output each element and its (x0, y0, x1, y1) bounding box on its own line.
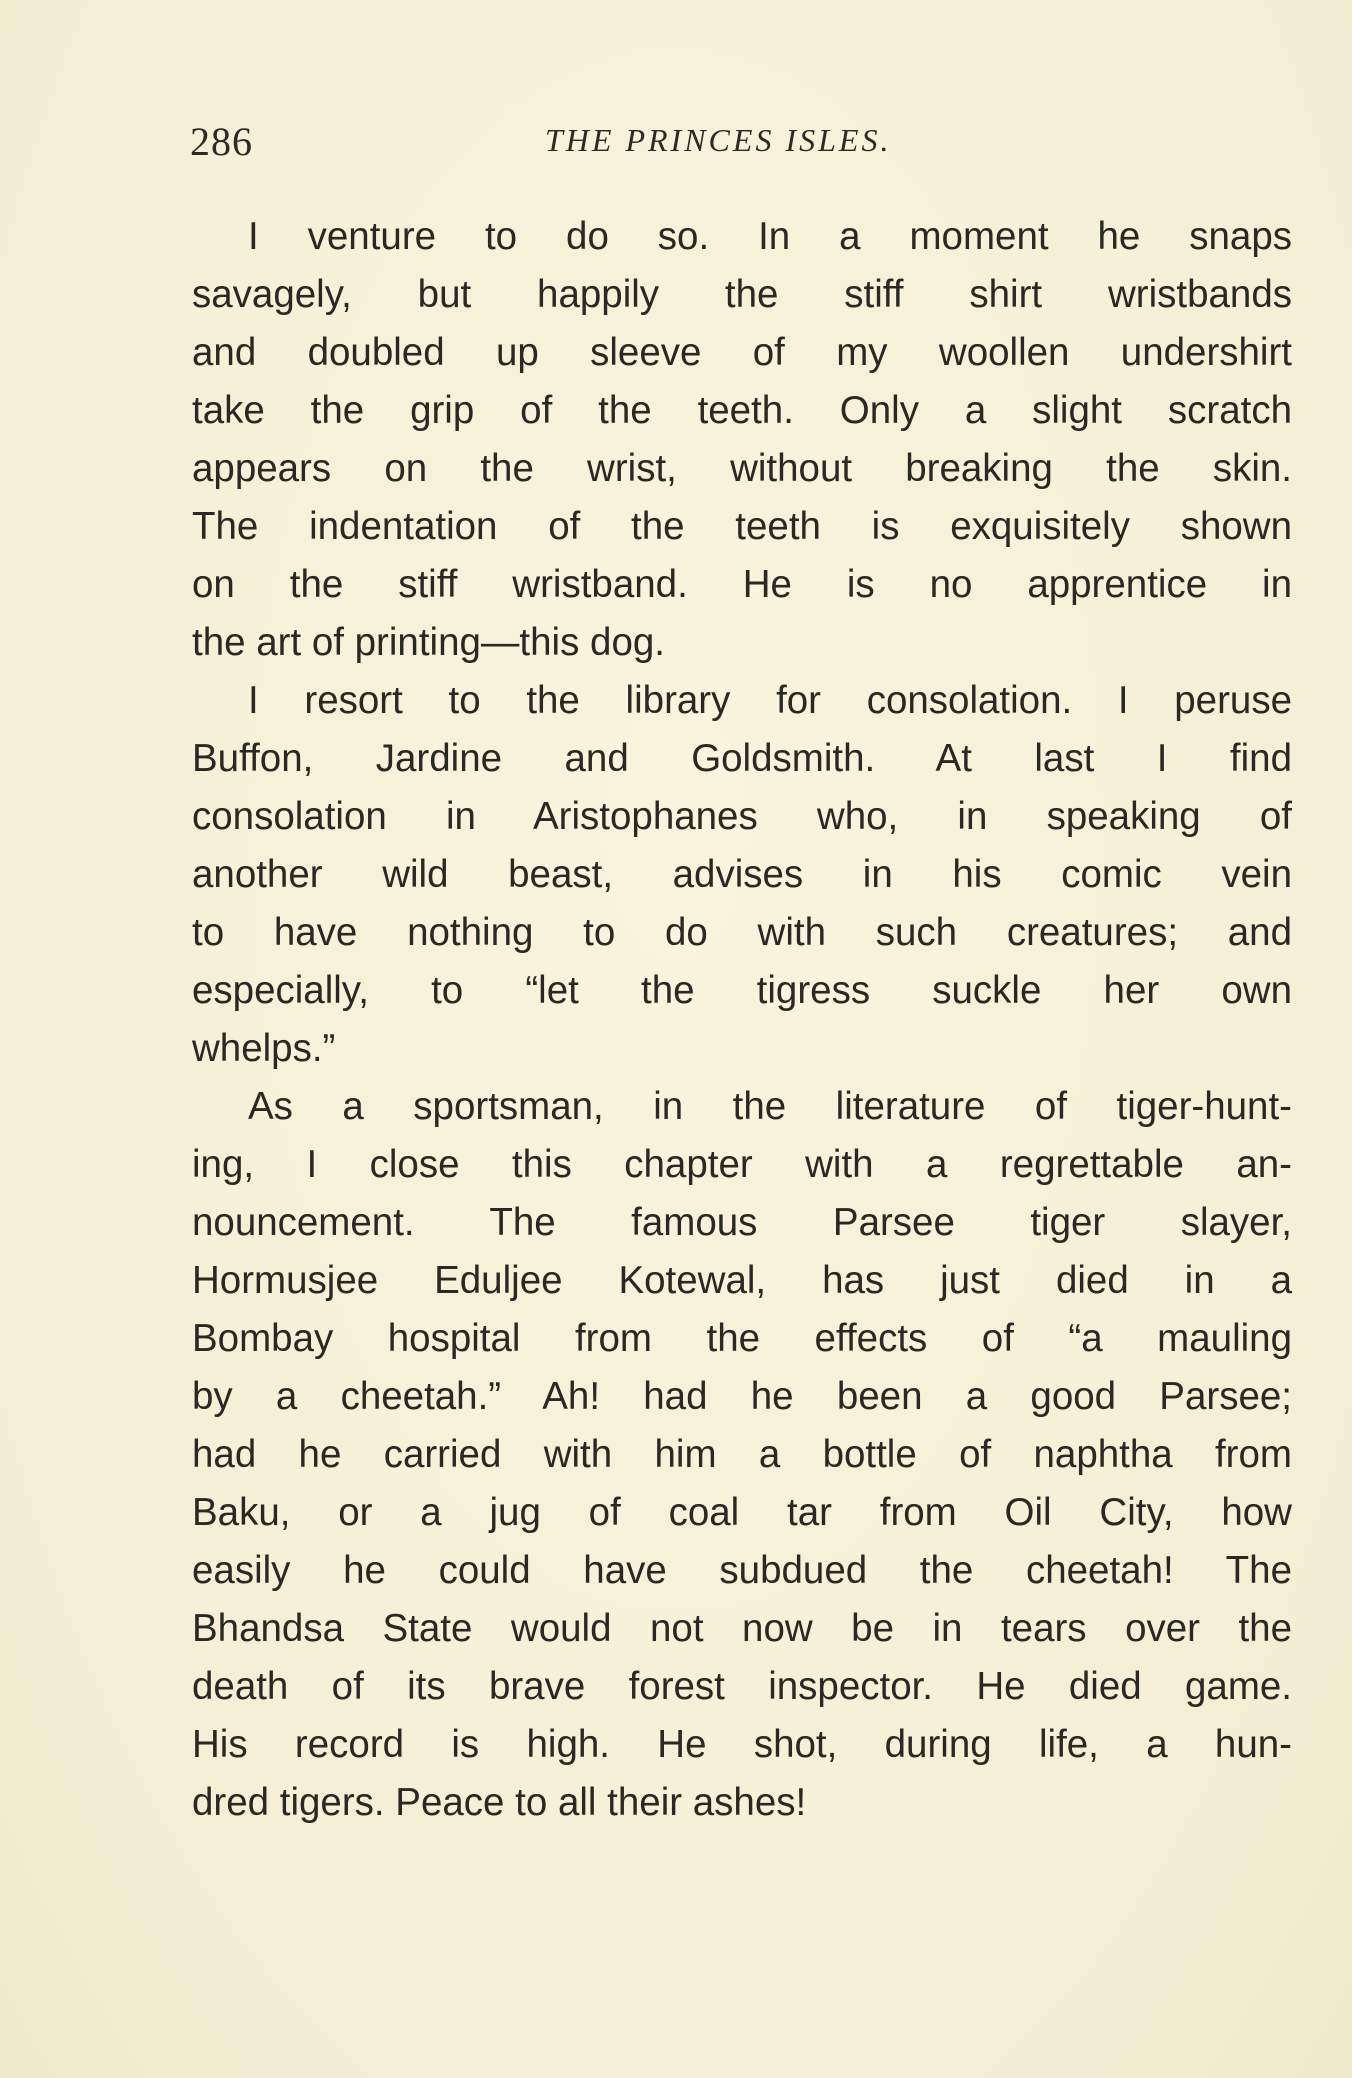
running-title: THE PRINCES ISLES. (545, 122, 892, 158)
text-line: Baku, or a jug of coal tar from Oil City, how (192, 1491, 1292, 1534)
text-line: by a cheetah.” Ah! had he been a good Parsee; (192, 1375, 1292, 1418)
text-line: Bombay hospital from the effects of “a mauling (192, 1317, 1292, 1360)
paragraph (192, 672, 1292, 1078)
text-line: take the grip of the teeth. Only a slight scratch (192, 389, 1292, 432)
paragraph (192, 208, 1292, 672)
text-line: death of its brave forest inspector. He died game. (192, 1665, 1292, 1708)
page-number: 286 (190, 119, 253, 164)
text-line: consolation in Aristophanes who, in speaking of (192, 795, 1292, 838)
text-line: the art of printing—this dog. (192, 621, 665, 664)
text-line: The indentation of the teeth is exquisitely shown (192, 505, 1292, 548)
text-line: easily he could have subdued the cheetah! The (192, 1549, 1292, 1592)
paragraph (192, 1078, 1292, 1832)
text-line: Hormusjee Eduljee Kotewal, has just died in a (192, 1259, 1292, 1302)
text-line: especially, to “let the tigress suckle her own (192, 969, 1292, 1012)
text-line: Buffon, Jardine and Goldsmith. At last I find (192, 737, 1292, 780)
text-line: another wild beast, advises in his comic vein (192, 853, 1292, 896)
text-line: to have nothing to do with such creatures; and (192, 911, 1292, 954)
text-line: As a sportsman, in the literature of tiger-hunt- (248, 1085, 1292, 1128)
text-line: ing, I close this chapter with a regrettable an- (192, 1143, 1292, 1186)
text-line: and doubled up sleeve of my woollen undershirt (192, 331, 1292, 374)
text-line: I resort to the library for consolation. I peruse (248, 679, 1292, 722)
text-line: appears on the wrist, without breaking the skin. (192, 447, 1292, 490)
text-line: I venture to do so. In a moment he snaps (248, 215, 1292, 258)
text-line: His record is high. He shot, during life, a hun- (192, 1723, 1292, 1766)
text-line: whelps.” (192, 1027, 336, 1070)
body-text (192, 208, 1292, 1832)
text-line: savagely, but happily the stiff shirt wristbands (192, 273, 1292, 316)
text-line: on the stiff wristband. He is no apprentice in (192, 563, 1292, 606)
text-line: dred tigers. Peace to all their ashes! (192, 1781, 807, 1824)
text-line: nouncement. The famous Parsee tiger slayer, (192, 1201, 1292, 1244)
page-header (190, 118, 1290, 168)
text-line: had he carried with him a bottle of naphtha from (192, 1433, 1292, 1476)
text-line: Bhandsa State would not now be in tears over the (192, 1607, 1292, 1650)
